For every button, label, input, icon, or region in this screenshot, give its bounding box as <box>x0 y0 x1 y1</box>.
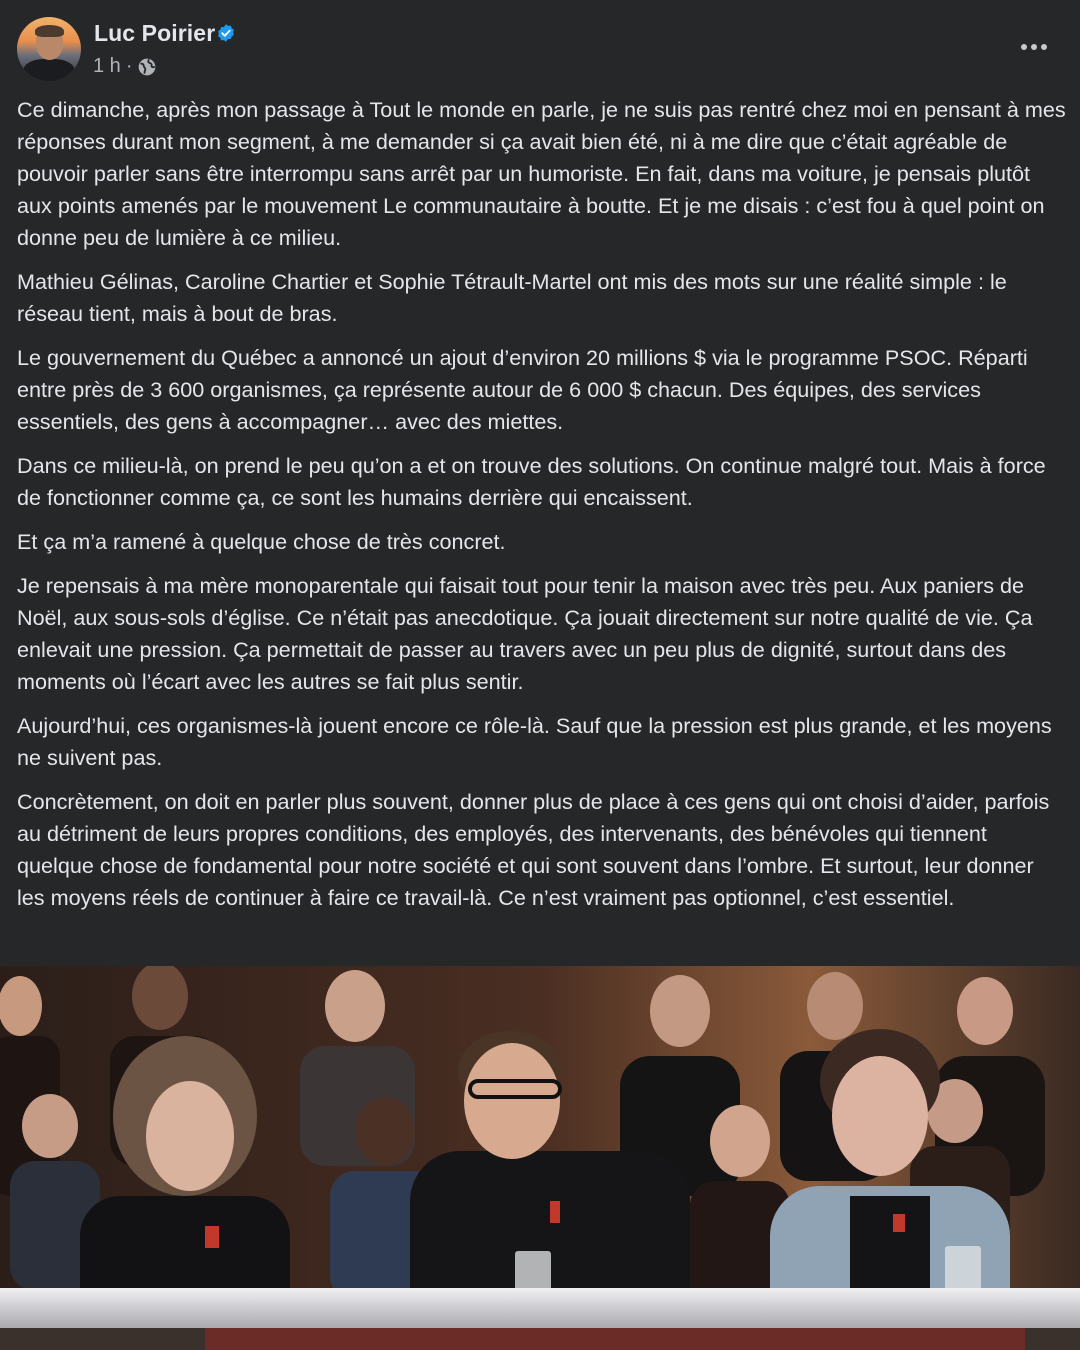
more-options-button[interactable] <box>1008 27 1060 67</box>
post-paragraph-4: Dans ce milieu-là, on prend le peu qu’on a et on trouve des solutions. On continue malgré tout. Mais à force de fonctionner comme ça, ce sont les humains derrière qui encaissent. <box>17 453 1046 510</box>
post-paragraph-3: Le gouvernement du Québec a annoncé un ajout d’environ 20 millions $ via le programme PSOC. Réparti entre près de 3 600 organismes, ça représente autour de 6 000 $ chacun. Des équipes, des services essentiels, des gens à accompagner… avec des miettes. <box>17 345 1028 434</box>
avatar-hair <box>35 25 64 37</box>
post-paragraph-8: Concrètement, on doit en parler plus souvent, donner plus de place à ces gens qui ont choisi d’aider, parfois au détriment de leurs propres conditions, des employés, des intervenants, des bénévoles qui tiennent quelque chose de fondamental pour notre société et qui sont souvent dans l’ombre. Et surtout, leur donner les moyens réels de continuer à faire ce travail-là. Ce n’est vraiment pas optionnel, c’est essentiel. <box>17 789 1050 910</box>
post-paragraph-7: Aujourd’hui, ces organismes-là jouent encore ce rôle-là. Sauf que la pression est plus grande, et les moyens ne suivent pas. <box>17 713 1052 770</box>
avatar-body <box>23 59 75 81</box>
studio-desk <box>0 1288 1080 1350</box>
author-avatar[interactable] <box>17 17 81 81</box>
post-photo[interactable] <box>0 966 1080 1350</box>
post-time[interactable]: 1 h <box>93 55 121 77</box>
more-horizontal-icon <box>1021 44 1027 50</box>
author-name[interactable]: Luc Poirier <box>94 20 216 46</box>
post-paragraph-2: Mathieu Gélinas, Caroline Chartier et Sophie Tétrault-Martel ont mis des mots sur une réalité simple : le réseau tient, mais à bout de bras. <box>17 269 1007 326</box>
tv-studio-photo <box>0 966 1080 1350</box>
post-paragraph-1: Ce dimanche, après mon passage à Tout le monde en parle, je ne suis pas rentré chez moi en pensant à mes réponses durant mon segment, à me demander si ça avait bien été, ni à me dire que c’était agréable de pouvoir parler sans être interrompu sans arrêt par un humoriste. En fait, dans ma voiture, je pensais plutôt aux points amenés par le mouvement Le communautaire à boutte. Et je me disais : c’est fou à quel point on donne peu de lumière à ce milieu. <box>17 97 1066 250</box>
meta-separator: · <box>125 55 133 77</box>
verified-badge-icon <box>216 23 236 43</box>
post-header <box>0 0 1080 94</box>
post-paragraph-5: Et ça m’a ramené à quelque chose de très concret. <box>17 529 506 554</box>
more-horizontal-icon-dot <box>1031 44 1037 50</box>
post-meta <box>93 55 157 78</box>
post-paragraph-6: Je repensais à ma mère monoparentale qui faisait tout pour tenir la maison avec très peu. Aux paniers de Noël, aux sous-sols d’église. Ce n’était pas anecdotique. Ça jouait directement sur notre qualité de vie. Ça enlevait une pression. Ça permettait de passer au travers avec un peu plus de dignité, surtout dans des moments où l’écart avec les autres se fait plus sentir. <box>17 573 1033 694</box>
globe-icon[interactable] <box>137 57 157 77</box>
post-text <box>17 94 1067 926</box>
more-horizontal-icon-dot <box>1041 44 1047 50</box>
